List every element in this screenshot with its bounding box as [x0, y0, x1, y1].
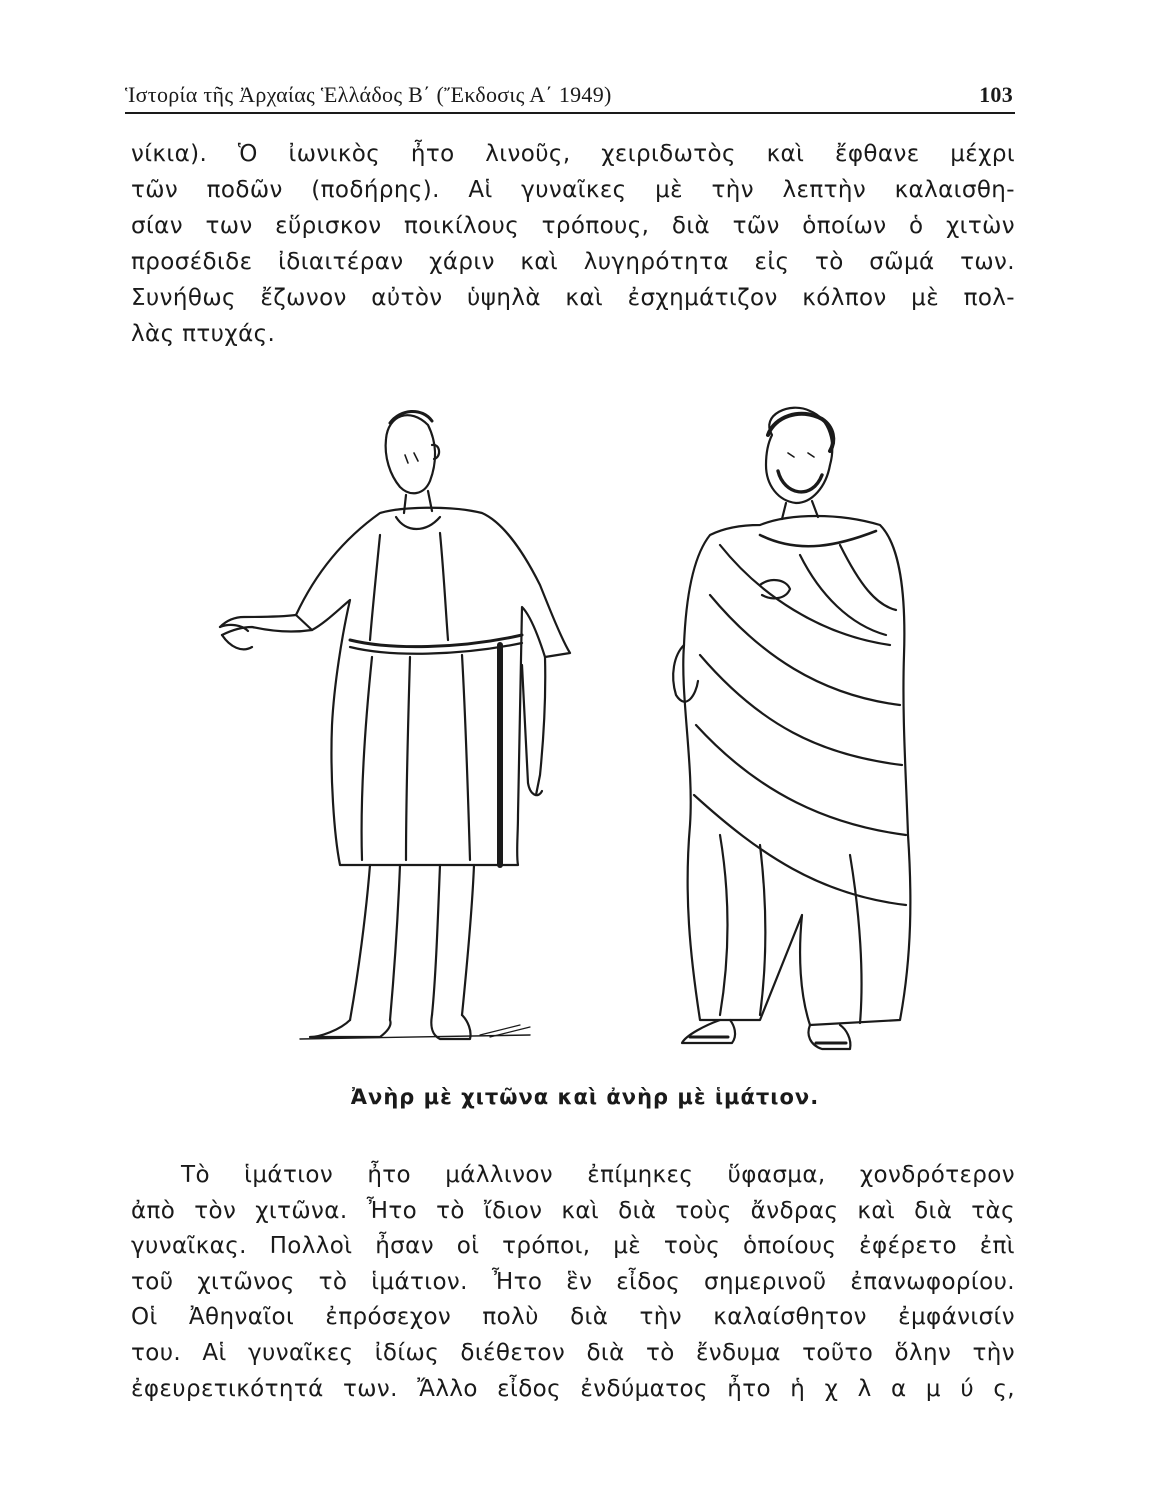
figure-caption: Ἀνὴρ μὲ χιτῶνα καὶ ἀνὴρ μὲ ἱμάτιον. — [350, 1085, 820, 1109]
text-line: λὰς πτυχάς. — [131, 321, 276, 347]
text-line: του. Αἱ γυναῖκες ἰδίως διέθετον διὰ τὸ ἔνδυμα τοῦτο ὅλην τὴν — [131, 1339, 1015, 1366]
text-line: προσέδιδε ἰδιαιτέραν χάριν καὶ λυγηρότητα εἰς τὸ σῶμά των. — [131, 249, 1015, 275]
text-line: γυναῖκας. Πολλοὶ ἦσαν οἱ τρόποι, μὲ τοὺς ὁποίους ἐφέρετο ἐπὶ — [131, 1233, 1015, 1260]
figure-man-in-chiton — [220, 411, 570, 1039]
illustration-two-men — [200, 395, 960, 1090]
running-header — [125, 78, 1015, 110]
book-title: Ἱστορία τῆς Ἀρχαίας Ἑλλάδος Β΄ (Ἔκδοσις Α΄ 1949) — [125, 82, 612, 107]
text-line: Συνήθως ἔζωνον αὐτὸν ὑψηλὰ καὶ ἐσχημάτιζον κόλπον μὲ πολ- — [131, 285, 1015, 311]
figure-man-in-himation — [673, 408, 910, 1049]
text-line: Τὸ ἱμάτιον ἦτο μάλλινον ἐπίμηκες ὕφασμα, χονδρότερον — [181, 1162, 1015, 1188]
text-line: ἐφευρετικότητά των. Ἄλλο εἶδος ἐνδύματος ἦτο ἡ χ λ α μ ύ ς, — [131, 1375, 1015, 1402]
text-line: τῶν ποδῶν (ποδήρης). Αἱ γυναῖκες μὲ τὴν λεπτὴν καλαισθη- — [131, 177, 1015, 203]
text-line: Οἱ Ἀθηναῖοι ἐπρόσεχον πολὺ διὰ τὴν καλαίσθητον ἐμφάνισίν — [131, 1304, 1015, 1331]
page-number: 103 — [979, 82, 1013, 107]
paragraph-chiton — [131, 136, 1015, 352]
text-line: τοῦ χιτῶνος τὸ ἱμάτιον. Ἦτο ἓν εἶδος σημερινοῦ ἐπανωφορίου. — [131, 1268, 1015, 1295]
text-line: νίκια). Ὁ ἰωνικὸς ἦτο λινοῦς, χειριδωτὸς καὶ ἔφθανε μέχρι — [131, 141, 1015, 167]
paragraph-himation — [131, 1158, 1015, 1407]
text-line: ἀπὸ τὸν χιτῶνα. Ἦτο τὸ ἴδιον καὶ διὰ τοὺς ἄνδρας καὶ διὰ τὰς — [131, 1197, 1015, 1224]
header-rule — [125, 112, 1015, 114]
text-line: σίαν των εὕρισκον ποικίλους τρόπους, διὰ τῶν ὁποίων ὁ χιτὼν — [131, 213, 1015, 239]
